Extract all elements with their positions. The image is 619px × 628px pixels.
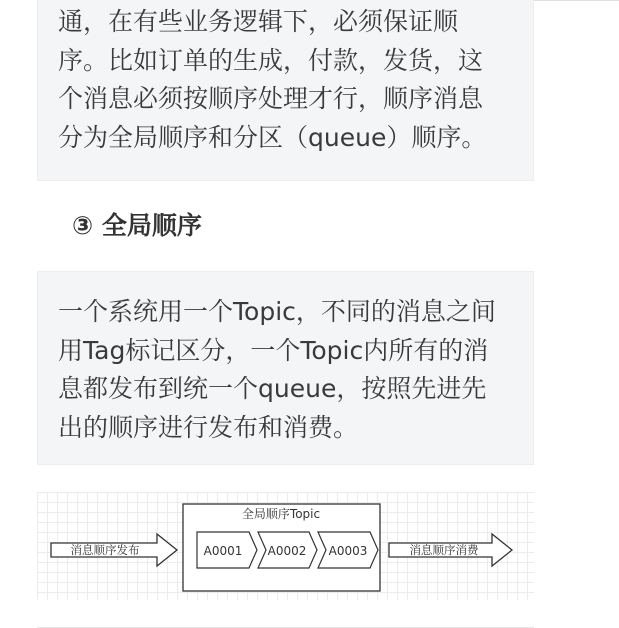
quote-line: 分为全局顺序和分区（queue）顺序。 (58, 122, 487, 152)
publish-arrow-label: 消息顺序发布 (70, 543, 140, 557)
quote-line: 出的顺序进行发布和消费。 (58, 412, 359, 442)
quote-line: 息都发布到统一个queue，按照先进先 (58, 374, 487, 403)
queue-item-label: A0002 (267, 544, 307, 558)
quote-line: 序。比如订单的生成，付款，发货，这 (58, 45, 484, 75)
quote-line: 一个系统用一个Topic，不同的消息之间 (58, 297, 496, 326)
queue-item-label: A0003 (328, 544, 368, 558)
global-order-diagram (37, 492, 534, 600)
quote-block-global-order (37, 271, 534, 465)
consume-arrow-label: 消息顺序消费 (409, 543, 479, 557)
section-heading: ③ 全局顺序 (72, 211, 202, 240)
quote-line: 个消息必须按顺序处理才行，顺序消息 (58, 84, 484, 113)
topic-title: 全局顺序Topic (241, 507, 321, 521)
quote-block-ordered-messages (37, 0, 534, 181)
diagram-canvas (37, 492, 534, 600)
quote-line: 用Tag标记区分，一个Topic内所有的消 (58, 335, 489, 365)
queue-item-label: A0001 (203, 544, 243, 558)
top-divider (534, 0, 619, 1)
quote-line: 通，在有些业务逻辑下，必须保证顺 (58, 7, 459, 36)
